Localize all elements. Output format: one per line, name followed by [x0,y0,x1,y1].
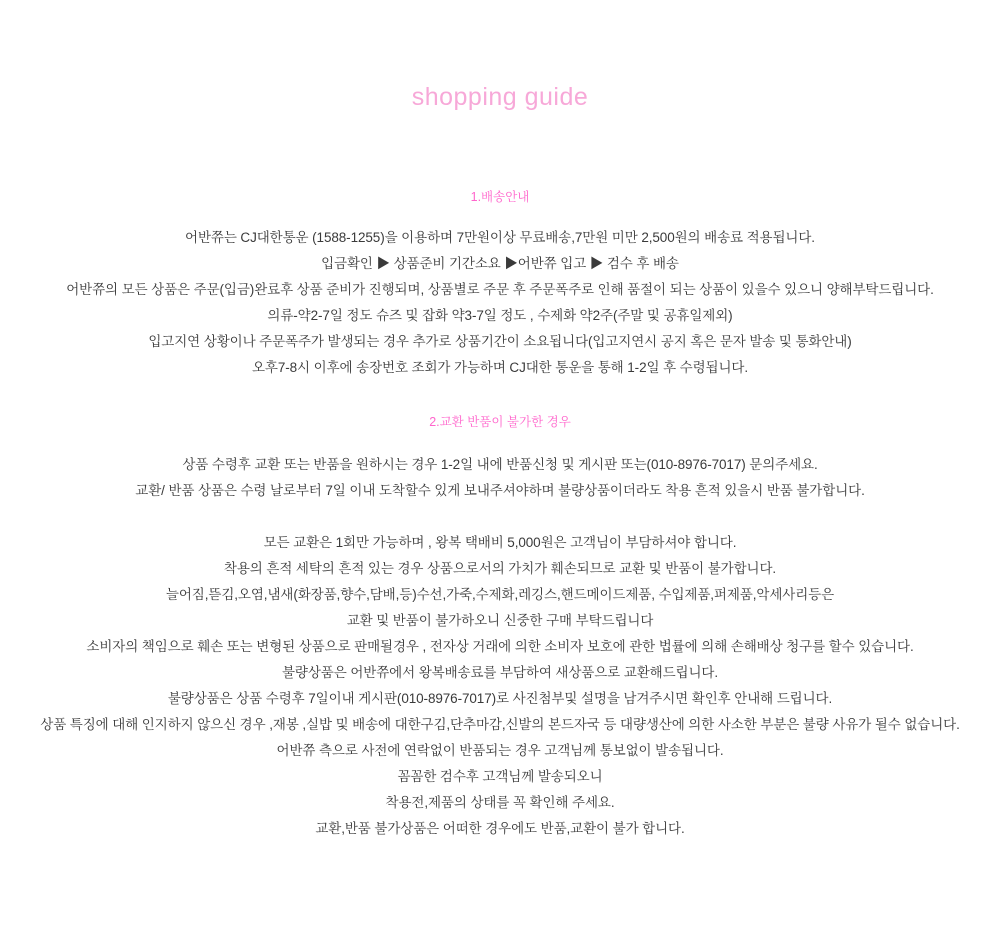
guide-line: 불량상품은 어반쮸에서 왕복배송료를 부담하여 새상품으로 교환해드립니다. [281,665,719,680]
guide-line: 교환,반품 불가상품은 어떠한 경우에도 반품,교환이 불가 합니다. [315,821,685,836]
guide-line: 소비자의 책임으로 훼손 또는 변형된 상품으로 판매될경우 , 전자상 거래에 의한 소비자 보호에 관한 법률에 의해 손해배상 청구를 할수 있습니다. [86,639,914,654]
guide-line: 어반쮸는 CJ대한통운 (1588-1255)을 이용하며 7만원이상 무료배송,7만원 미만 2,500원의 배송료 적용됩니다. [185,230,815,245]
guide-line: 오후7-8시 이후에 송장번호 조회가 가능하며 CJ대한 통운을 통해 1-2일 후 수령됩니다. [251,360,749,375]
guide-line: 입고지연 상황이나 주문폭주가 발생되는 경우 추가로 상품기간이 소요됩니다(입고지연시 공지 혹은 문자 발송 및 통화안내) [148,334,852,349]
guide-line: 불량상품은 상품 수령후 7일이내 게시판(010-8976-7017)로 사진첨부및 설명을 남겨주시면 확인후 안내해 드립니다. [167,691,833,706]
section-heading-exchange: 2.교환 반품이 불가한 경우 [429,415,571,429]
shopping-guide-page [0,82,1000,946]
section-shipping-info [0,190,1000,381]
section-body-shipping [0,225,1000,381]
section-body-exchange [0,452,1000,842]
guide-line: 상품 특징에 대해 인지하지 않으신 경우 ,재봉 ,실밥 및 배송에 대한구김,단추마감,신발의 본드자국 등 대량생산에 의한 사소한 부분은 불량 사유가 될수 없습니다. [40,717,960,732]
page-title: shopping guide [411,83,589,111]
guide-line: 착용의 흔적 세탁의 흔적 있는 경우 상품으로서의 가치가 훼손되므로 교환 및 반품이 불가합니다. [223,561,777,576]
guide-line: 어반쮸 측으로 사전에 연락없이 반품되는 경우 고객님께 통보없이 발송됩니다. [276,743,724,758]
guide-line: 모든 교환은 1회만 가능하며 , 왕복 택배비 5,000원은 고객님이 부담하셔야 합니다. [263,535,737,550]
guide-line: 꼼꼼한 검수후 고객님께 발송되오니 [397,769,603,784]
section-exchange-return-policy [0,415,1000,842]
guide-line: 어반쮸의 모든 상품은 주문(입금)완료후 상품 준비가 진행되며, 상품별로 주문 후 주문폭주로 인해 품절이 되는 상품이 있을수 있으니 양해부탁드립니다. [66,282,934,297]
guide-line: 착용전,제품의 상태를 꼭 확인해 주세요. [385,795,615,810]
guide-line: 교환/ 반품 상품은 수령 날로부터 7일 이내 도착할수 있게 보내주셔야하며 불량상품이더라도 착용 흔적 있을시 반품 불가합니다. [135,483,865,498]
section-heading-shipping: 1.배송안내 [470,190,530,204]
guide-line: 의류-약2-7일 정도 슈즈 및 잡화 약3-7일 정도 , 수제화 약2주(주말 및 공휴일제외) [267,308,733,323]
guide-line: 입금확인 ▶ 상품준비 기간소요 ▶어반쮸 입고 ▶ 검수 후 배송 [321,256,679,271]
guide-line: 교환 및 반품이 불가하오니 신중한 구매 부탁드립니다 [346,613,654,628]
guide-line: 늘어짐,뜯김,오염,냄새(화장품,향수,담배,등)수선,가죽,수제화,레깅스,핸드메이드제품, 수입제품,퍼제품,악세사리등은 [165,587,835,602]
guide-line: 상품 수령후 교환 또는 반품을 원하시는 경우 1-2일 내에 반품신청 및 게시판 또는(010-8976-7017) 문의주세요. [182,457,818,472]
guide-line-spacer [0,504,1000,530]
